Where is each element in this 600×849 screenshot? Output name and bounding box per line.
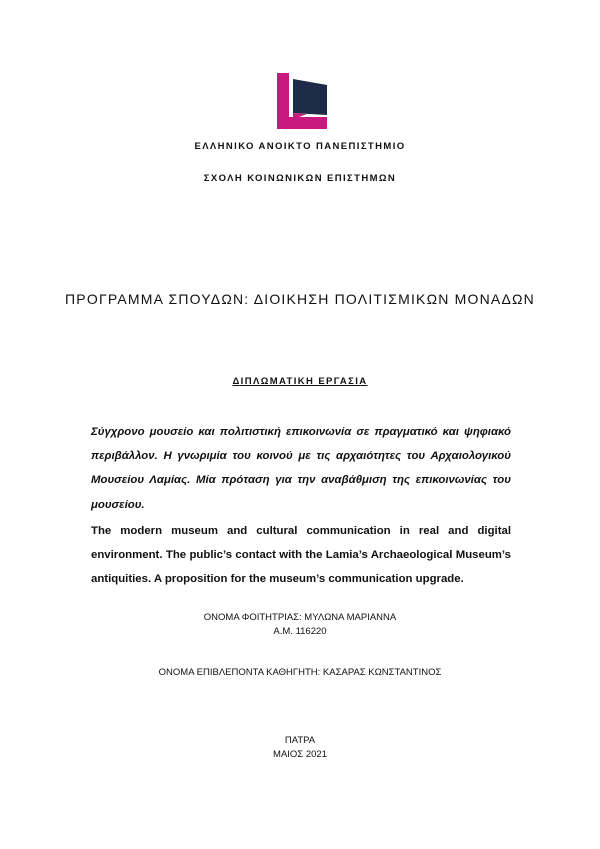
thesis-title-greek: Σύγχρονο μουσείο και πολιτιστική επικοινωνία σε πραγματικό και ψηφιακό περιβάλλον. Η γνωριμία του κοινού με τις αρχαιότητες του Αρχαιολογικού Μουσείου Λαμίας. Μία πρόταση για την αναβάθμιση της επικοινωνίας του μουσείου. xyxy=(91,426,511,511)
thesis-title-english: The modern museum and cultural communication in real and digital environment. The public’s contact with the Lamia’s Archaeological Museum’s antiquities. A proposition for the museum’s communication upgrade. xyxy=(91,525,511,586)
date: ΜΑΙΟΣ 2021 xyxy=(273,749,327,760)
university-name: ΕΛΛΗΝΙΚΟ ΑΝΟΙΚΤΟ ΠΑΝΕΠΙΣΤΗΜΙΟ xyxy=(194,141,406,152)
student-id: Α.Μ. 116220 xyxy=(273,626,327,637)
logo-navy-shape xyxy=(293,79,327,115)
supervisor-name: ΟΝΟΜΑ ΕΠΙΒΛΕΠΟΝΤΑ ΚΑΘΗΓΗΤΗ: ΚΑΣΑΡΑΣ ΚΩΝΣΤΑΝΤΙΝΟΣ xyxy=(158,667,442,678)
student-name: ΟΝΟΜΑ ΦΟΙΤΗΤΡΙΑΣ: ΜΥΛΩΝΑ ΜΑΡΙΑΝΝΑ xyxy=(203,612,397,623)
city: ΠΑΤΡΑ xyxy=(284,735,316,746)
program-title: ΠΡΟΓΡΑΜΜΑ ΣΠΟΥΔΩΝ: ΔΙΟΙΚΗΣΗ ΠΟΛΙΤΙΣΜΙΚΩΝ ΜΟΝΑΔΩΝ xyxy=(65,291,535,307)
university-logo-icon xyxy=(277,73,327,129)
school-name: ΣΧΟΛΗ ΚΟΙΝΩΝΙΚΩΝ ΕΠΙΣΤΗΜΩΝ xyxy=(203,173,397,184)
document-type: ΔΙΠΛΩΜΑΤΙΚΗ ΕΡΓΑΣΙΑ xyxy=(232,376,368,387)
